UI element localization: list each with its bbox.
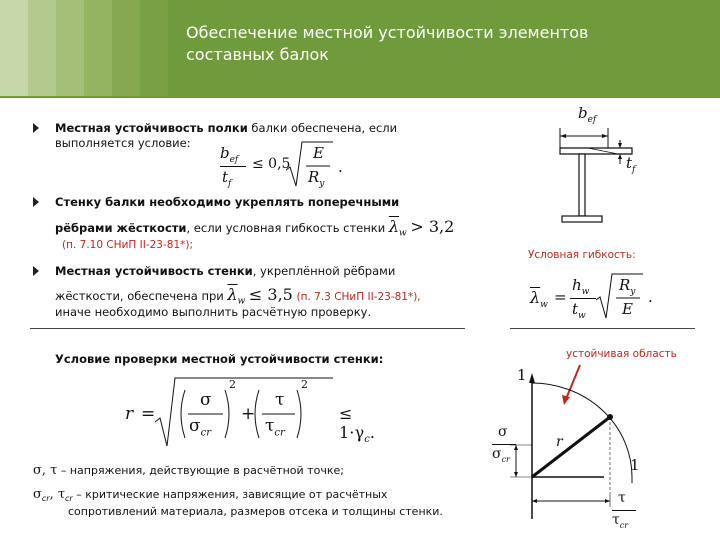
header-stripe-2 bbox=[28, 0, 56, 96]
x-axis-one: 1 bbox=[630, 456, 640, 474]
header-stripe-5 bbox=[112, 0, 140, 96]
page-title bbox=[186, 22, 686, 66]
bullet1-bold: Местная устойчивость полки bbox=[55, 121, 248, 135]
note-line-1: σ, τ – напряжения, действующие в расчётной точке; bbox=[33, 463, 344, 478]
check-formula: r = σ $\sigma_{cr}$ 2 + τ $\tau_{cr}$ 2 ≤ $1\cdot\gamma_c$. bbox=[125, 378, 375, 446]
stable-region-label: устойчивая область bbox=[566, 348, 677, 360]
bullet2-line1: Стенку балки необходимо укреплять поперечными bbox=[55, 195, 400, 209]
bullet3-line1: Местная устойчивость стенки, укреплённой рёбрами bbox=[55, 264, 396, 278]
note-line-3: сопротивлений материала, размеров отсека и толщины стенки. bbox=[68, 505, 443, 518]
y-axis-one: 1 bbox=[517, 366, 527, 384]
title-line-2: составных балок bbox=[186, 45, 329, 64]
bullet3-line2: жёсткости, обеспечена при $\overline{\lambda}_w \le 3,5$ (п. 7.3 СНиП II-23-81*), bbox=[55, 285, 421, 307]
slenderness-formula: $\overline{\lambda}_w$ = $h_w$ $t_w$ $R_y$ E . bbox=[530, 276, 653, 321]
flange-formula: $b_{ef}$ $t_f$ ≤ 0,5 E $R_y$ . bbox=[220, 144, 343, 189]
divider-left bbox=[30, 328, 465, 329]
check-heading: Условие проверки местной устойчивости стенки: bbox=[55, 352, 384, 366]
r-label: r bbox=[556, 434, 563, 450]
tf-label: $t_f$ bbox=[626, 154, 636, 175]
divider-right bbox=[510, 328, 695, 329]
note-line-2: $\sigma_{cr}$, $\tau_{cr}$ – критические напряжения, зависящие от расчётных bbox=[33, 487, 388, 504]
bullet2-reference: (п. 7.10 СНиП II-23-81*); bbox=[62, 239, 194, 251]
bullet1-rest: балки обеспечена, если bbox=[247, 121, 398, 135]
bullet3-line3: иначе необходимо выполнить расчётную проверку. bbox=[55, 305, 372, 319]
header-stripe-3 bbox=[56, 0, 84, 96]
header-rule bbox=[0, 96, 720, 98]
bullet-marker bbox=[33, 197, 39, 207]
bullet-marker bbox=[33, 266, 39, 276]
slenderness-label: Условная гибкость: bbox=[528, 249, 636, 261]
bullet1-line2: выполняется условие: bbox=[55, 136, 191, 150]
bullet-marker bbox=[33, 123, 39, 133]
header-stripe-6 bbox=[140, 0, 168, 96]
bef-label: $b_{ef}$ bbox=[578, 104, 597, 125]
y-axis-label: σ $\sigma_{cr}$ bbox=[488, 424, 518, 468]
bullet2-line2: рёбрами жёсткости, если условная гибкость стенки $\overline{\lambda}_w > 3,2$ bbox=[55, 217, 455, 239]
bullet1-line1 bbox=[55, 121, 397, 135]
title-line-1: Обеспечение местной устойчивости элементов bbox=[186, 23, 589, 42]
x-axis-label: τ $\tau_{cr}$ bbox=[606, 490, 640, 536]
header-stripe-1 bbox=[0, 0, 28, 96]
header-stripe-4 bbox=[84, 0, 112, 96]
